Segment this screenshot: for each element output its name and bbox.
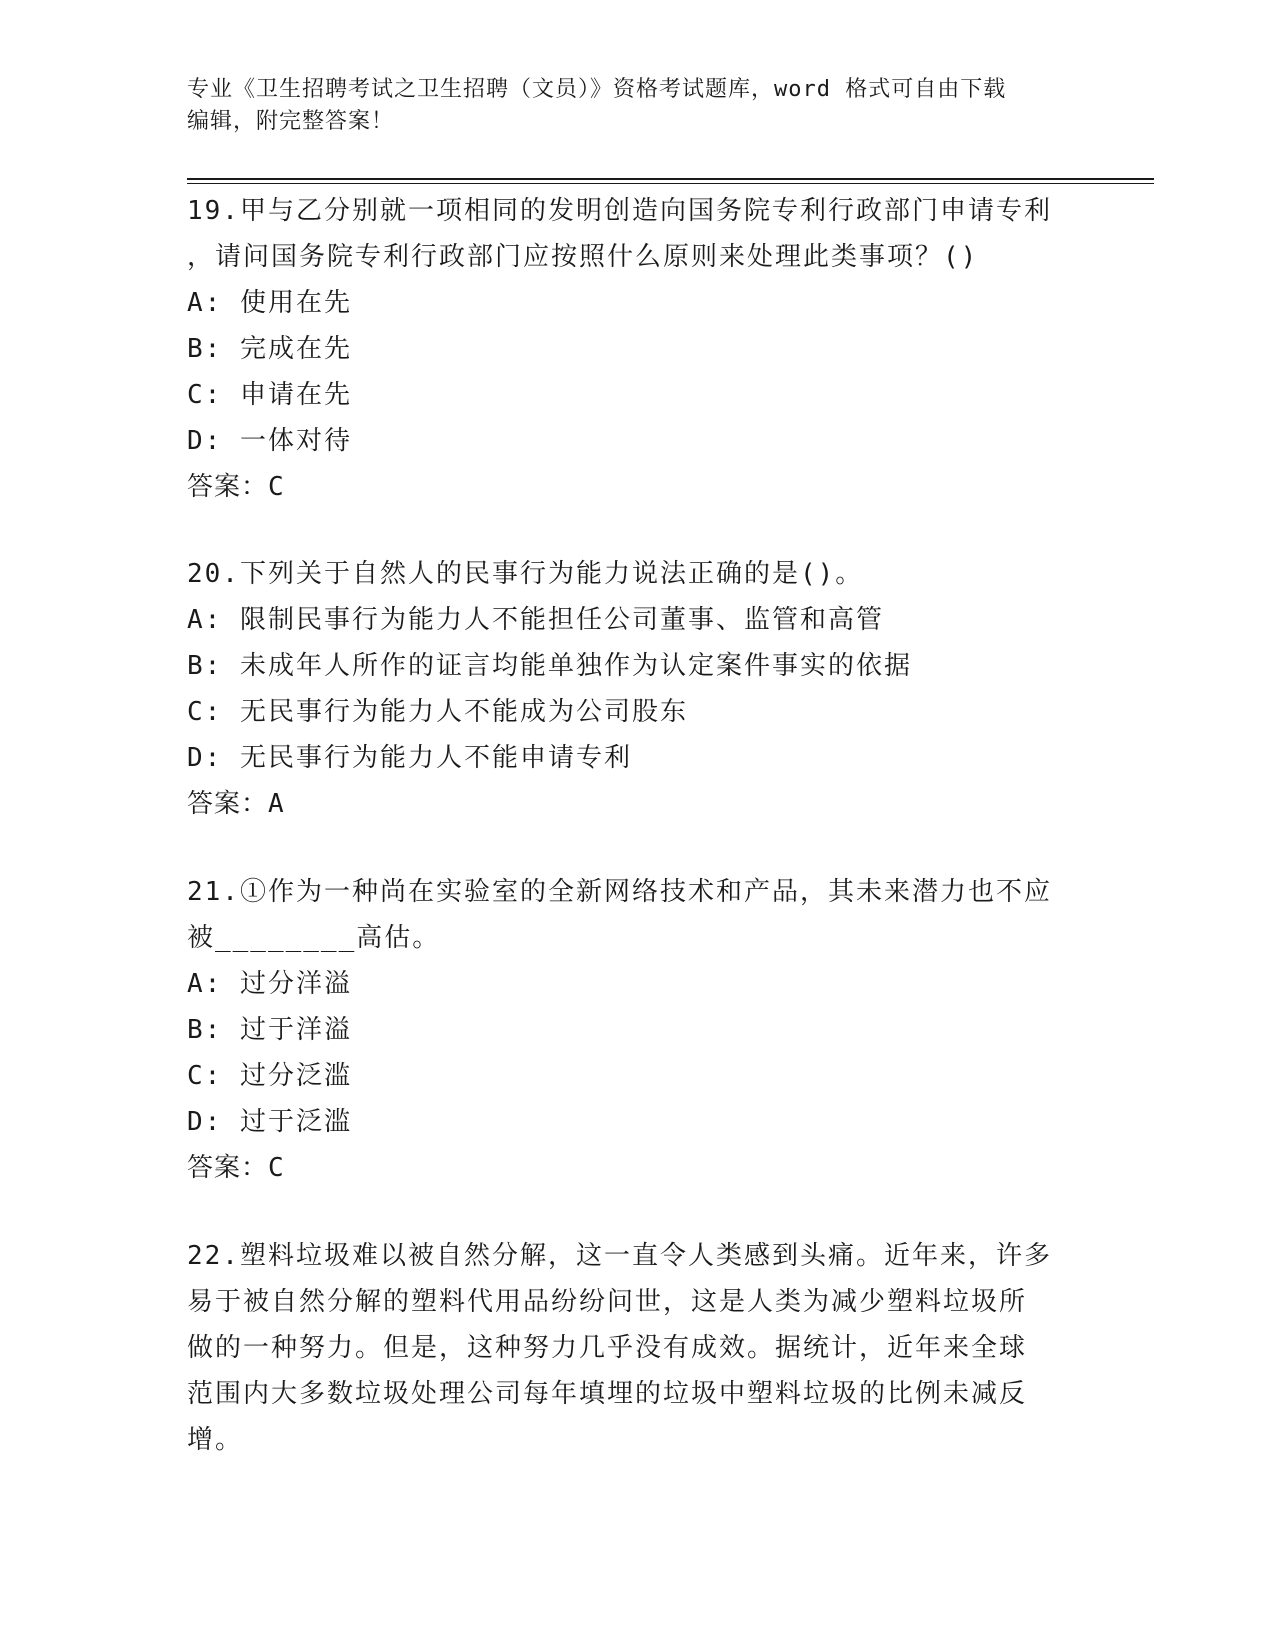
question-20 (187, 551, 1107, 827)
option-c: C: 过分泛滥 (187, 1061, 352, 1091)
question-stem-line: 增。 (187, 1425, 244, 1455)
option-d: D: 无民事行为能力人不能申请专利 (187, 743, 632, 773)
option-b: B: 未成年人所作的证言均能单独作为认定案件事实的依据 (187, 651, 912, 681)
header-divider-thin (187, 183, 1154, 184)
question-stem-line: 易于被自然分解的塑料代用品纷纷问世，这是人类为减少塑料垃圾所 (187, 1287, 1028, 1317)
option-c: C: 申请在先 (187, 380, 352, 410)
question-stem-line: 做的一种努力。但是，这种努力几乎没有成效。据统计，近年来全球 (187, 1333, 1028, 1363)
answer-label: 答案： (187, 1153, 269, 1183)
document-header (187, 74, 1087, 138)
option-c: C: 无民事行为能力人不能成为公司股东 (187, 697, 688, 727)
option-d: D: 过于泛滥 (187, 1107, 352, 1137)
option-d: D: 一体对待 (187, 426, 352, 456)
question-stem-line: 21.①作为一种尚在实验室的全新网络技术和产品，其未来潜力也不应 (187, 877, 1052, 907)
answer-value: C (268, 472, 285, 502)
header-divider-thick (187, 178, 1154, 180)
question-19 (187, 188, 1107, 510)
option-a: A: 使用在先 (187, 288, 352, 318)
answer-label: 答案： (187, 789, 269, 819)
question-22 (187, 1233, 1107, 1463)
question-stem-line: 范围内大多数垃圾处理公司每年填埋的垃圾中塑料垃圾的比例未减反 (187, 1379, 1028, 1409)
header-line-2: 编辑，附完整答案！ (187, 109, 395, 134)
answer-line (187, 781, 1107, 827)
question-stem-line: 22.塑料垃圾难以被自然分解，这一直令人类感到头痛。近年来，许多 (187, 1241, 1052, 1271)
option-b: B: 完成在先 (187, 334, 352, 364)
option-a: A: 限制民事行为能力人不能担任公司董事、监管和高管 (187, 605, 884, 635)
answer-label: 答案： (187, 472, 269, 502)
question-21 (187, 869, 1107, 1191)
answer-value: C (268, 1153, 285, 1183)
question-stem-line: 20.下列关于自然人的民事行为能力说法正确的是()。 (187, 559, 864, 589)
question-stem-line: 19.甲与乙分别就一项相同的发明创造向国务院专利行政部门申请专利 (187, 196, 1052, 226)
header-line-1: 专业《卫生招聘考试之卫生招聘（文员）》资格考试题库，word 格式可自由下载 (187, 77, 1007, 102)
answer-line (187, 464, 1107, 510)
question-stem-line: ，请问国务院专利行政部门应按照什么原则来处理此类事项？() (187, 242, 979, 272)
question-stem-line: 被________高估。 (187, 923, 441, 953)
option-a: A: 过分洋溢 (187, 969, 352, 999)
answer-value: A (268, 789, 285, 819)
option-b: B: 过于洋溢 (187, 1015, 352, 1045)
answer-line (187, 1145, 1107, 1191)
